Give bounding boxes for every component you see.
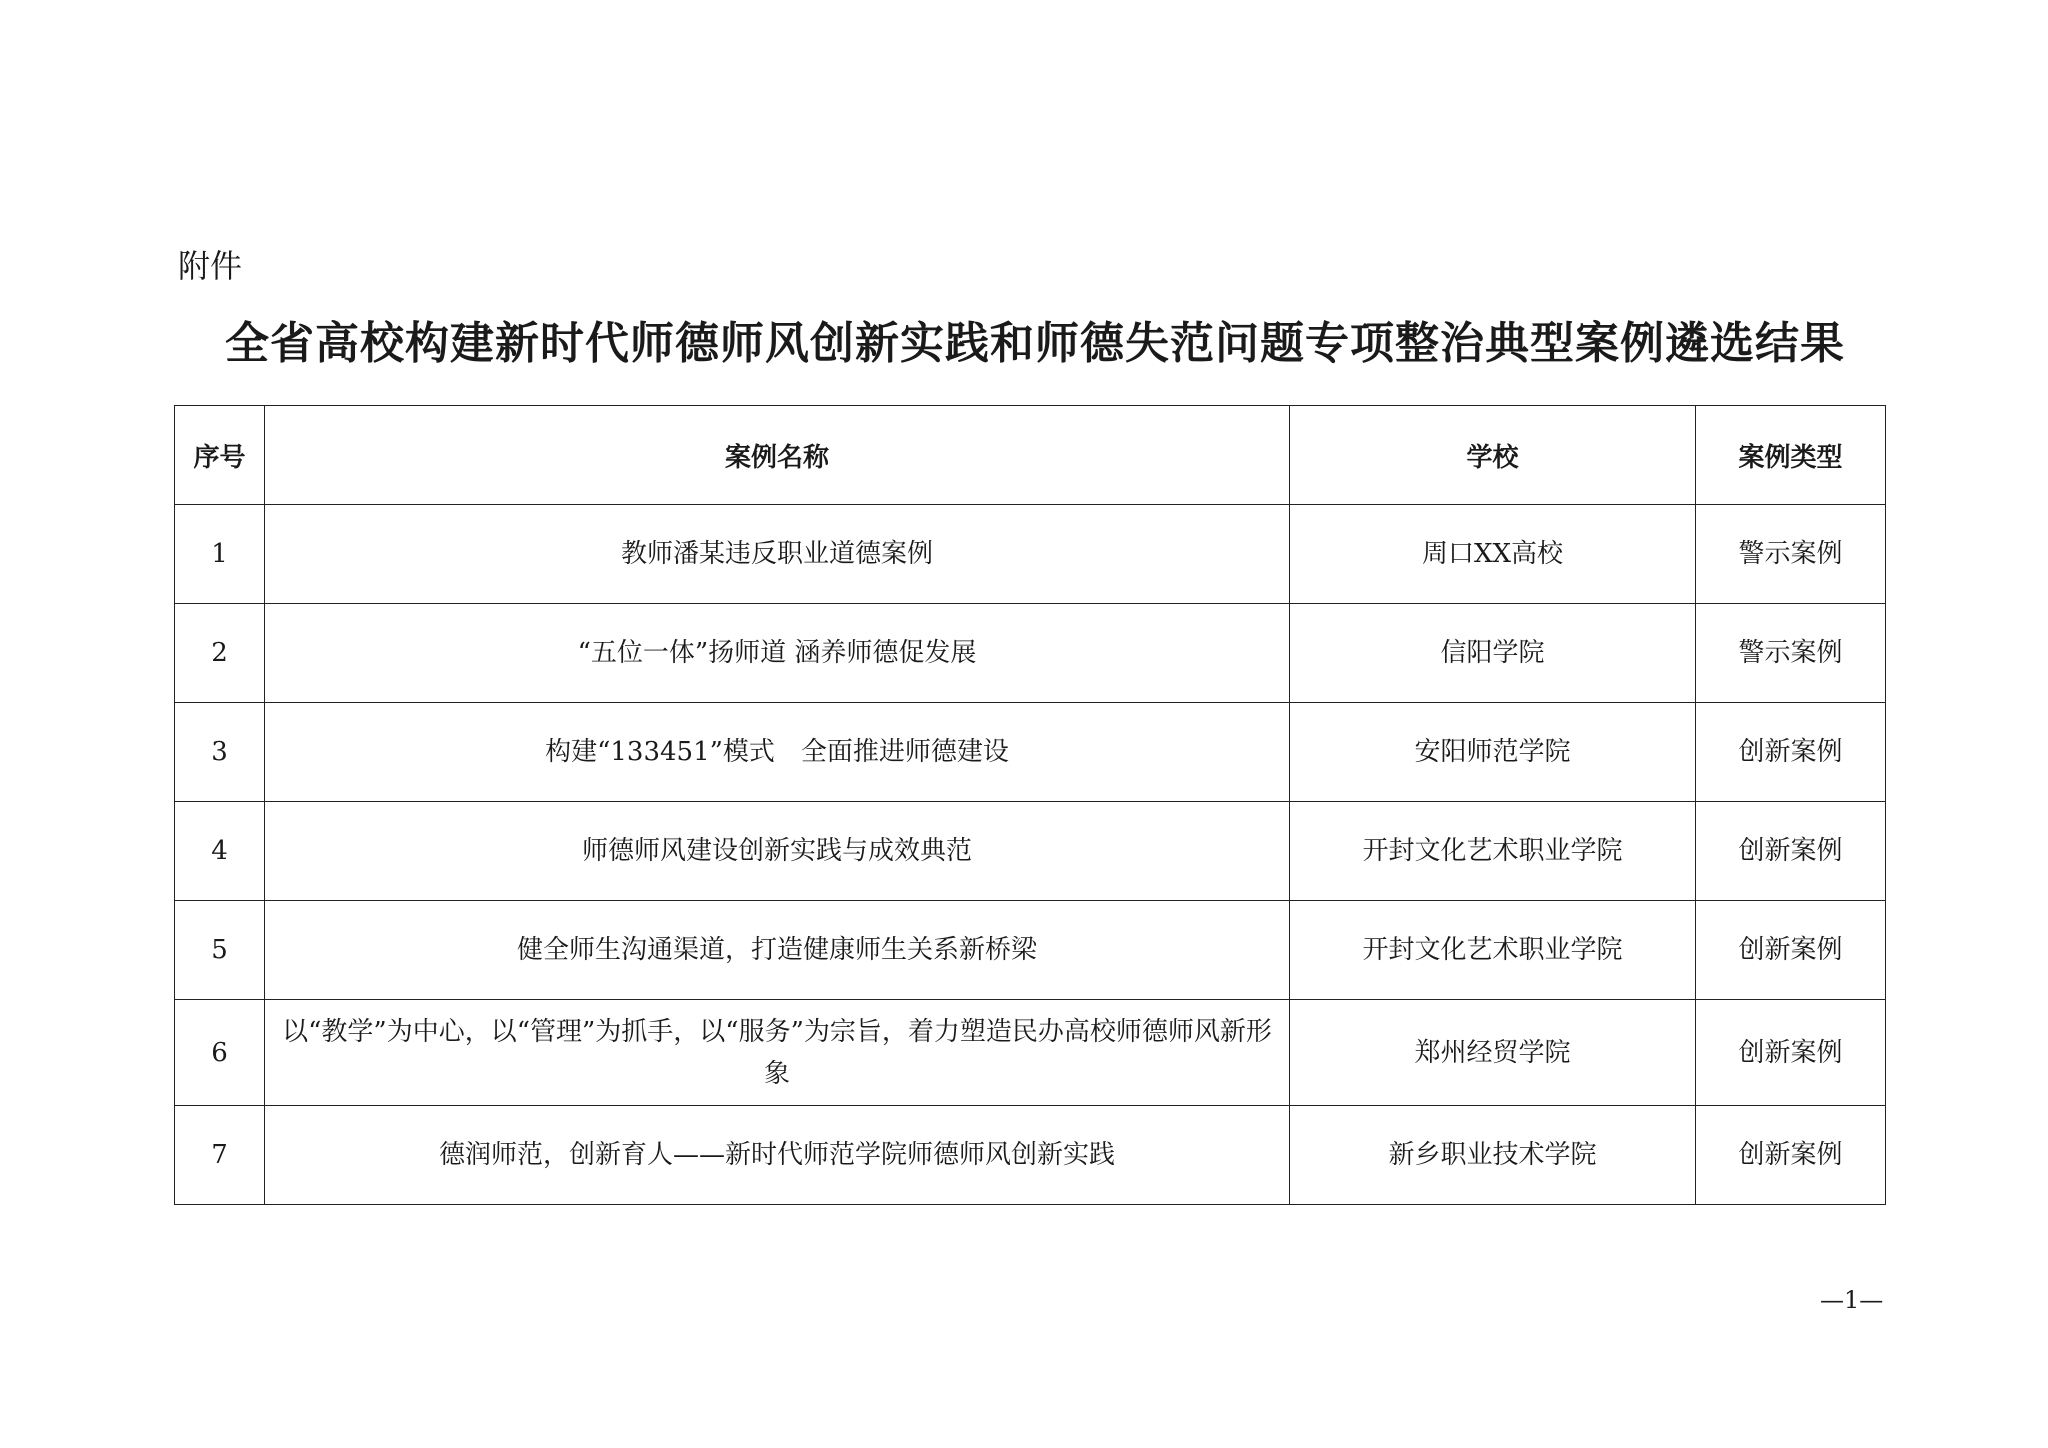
cell-no: 1 <box>175 505 265 604</box>
table-row <box>175 703 1886 802</box>
page-number: —1— <box>1820 1286 1884 1314</box>
cell-no: 4 <box>175 802 265 901</box>
cell-case-name: 构建“133451”模式 全面推进师德建设 <box>265 703 1290 802</box>
cases-table <box>174 405 1886 1205</box>
cell-case-name: 师德师风建设创新实践与成效典范 <box>265 802 1290 901</box>
cell-case-name: 教师潘某违反职业道德案例 <box>265 505 1290 604</box>
cell-case-name: 德润师范，创新育人——新时代师范学院师德师风创新实践 <box>265 1106 1290 1205</box>
cell-case-type: 警示案例 <box>1696 604 1886 703</box>
cell-case-type: 创新案例 <box>1696 901 1886 1000</box>
cell-school: 安阳师范学院 <box>1290 703 1696 802</box>
cell-school: 周口XX高校 <box>1290 505 1696 604</box>
table-row <box>175 901 1886 1000</box>
header-no: 序号 <box>175 406 265 505</box>
table-header-row <box>175 406 1886 505</box>
cell-school: 信阳学院 <box>1290 604 1696 703</box>
cell-no: 7 <box>175 1106 265 1205</box>
table-row <box>175 1106 1886 1205</box>
table-row <box>175 604 1886 703</box>
cell-school: 郑州经贸学院 <box>1290 1000 1696 1106</box>
cell-no: 3 <box>175 703 265 802</box>
header-case-type: 案例类型 <box>1696 406 1886 505</box>
cell-no: 5 <box>175 901 265 1000</box>
header-case-name: 案例名称 <box>265 406 1290 505</box>
cell-case-name: 健全师生沟通渠道，打造健康师生关系新桥梁 <box>265 901 1290 1000</box>
table-row <box>175 1000 1886 1106</box>
cell-case-type: 创新案例 <box>1696 1000 1886 1106</box>
cell-case-name: 以“教学”为中心，以“管理”为抓手，以“服务”为宗旨，着力塑造民办高校师德师风新形象 <box>265 1000 1290 1106</box>
cell-school: 新乡职业技术学院 <box>1290 1106 1696 1205</box>
attachment-label: 附件 <box>178 247 243 285</box>
document-title: 全省高校构建新时代师德师风创新实践和师德失范问题专项整治典型案例遴选结果 <box>225 318 1845 369</box>
cell-no: 2 <box>175 604 265 703</box>
cell-case-type: 创新案例 <box>1696 1106 1886 1205</box>
table-row <box>175 802 1886 901</box>
cell-case-name: “五位一体”扬师道 涵养师德促发展 <box>265 604 1290 703</box>
cell-school: 开封文化艺术职业学院 <box>1290 901 1696 1000</box>
cell-case-type: 创新案例 <box>1696 703 1886 802</box>
cell-case-type: 警示案例 <box>1696 505 1886 604</box>
header-school: 学校 <box>1290 406 1696 505</box>
cell-case-type: 创新案例 <box>1696 802 1886 901</box>
cell-school: 开封文化艺术职业学院 <box>1290 802 1696 901</box>
table-row <box>175 505 1886 604</box>
cell-no: 6 <box>175 1000 265 1106</box>
